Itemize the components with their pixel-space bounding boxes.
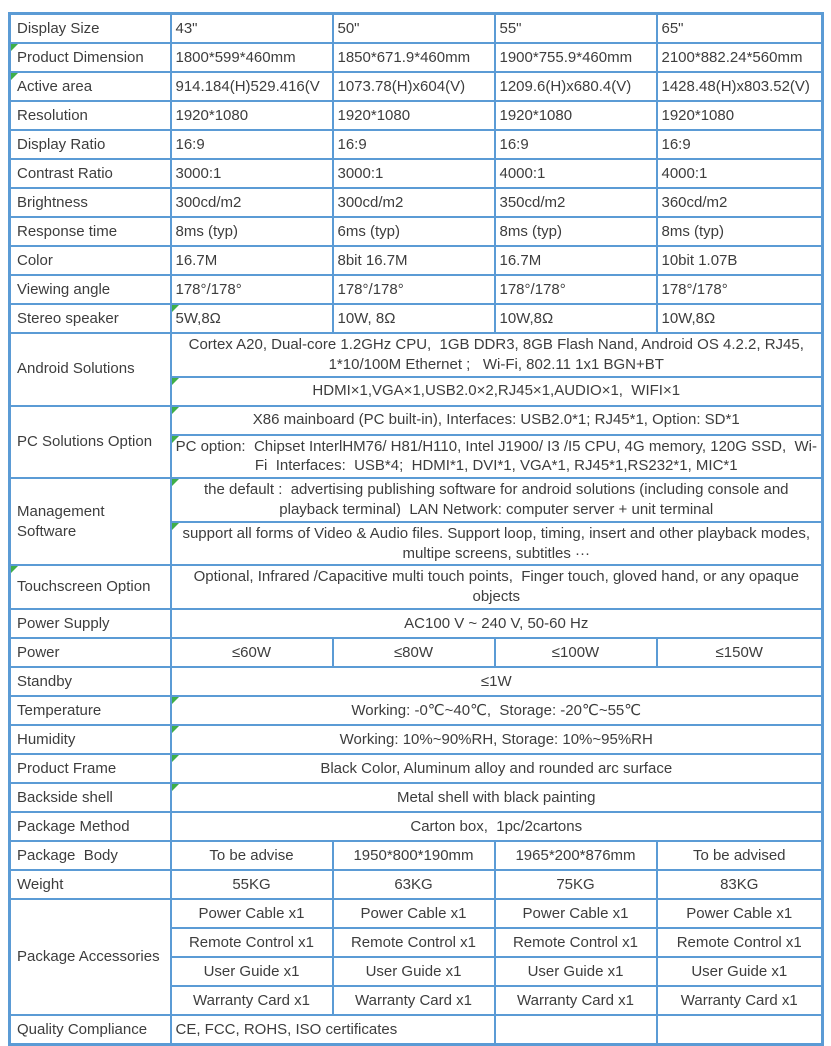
table-row (10, 638, 823, 667)
spec-span-cell: HDMI×1,VGA×1,USB2.0×2,RJ45×1,AUDIO×1, WIFI×1 (171, 377, 823, 406)
spec-cell: 83KG (657, 870, 823, 899)
spec-cell: 50" (333, 14, 495, 44)
spec-cell: Remote Control x1 (333, 928, 495, 957)
table-row (10, 275, 823, 304)
spec-cell: Power Cable x1 (495, 899, 657, 928)
error-marker-icon (172, 479, 179, 486)
spec-span-cell: ≤1W (171, 667, 823, 696)
spec-cell: 16:9 (171, 130, 333, 159)
spec-cell: Warranty Card x1 (657, 986, 823, 1015)
row-label: Power (10, 638, 171, 667)
spec-cell: 1850*671.9*460mm (333, 43, 495, 72)
table-row (10, 304, 823, 333)
spec-cell: 10W,8Ω (657, 304, 823, 333)
table-row (10, 754, 823, 783)
spec-cell: Warranty Card x1 (333, 986, 495, 1015)
table-row (10, 406, 823, 435)
spec-cell: Remote Control x1 (171, 928, 333, 957)
row-label: Quality Compliance (10, 1015, 171, 1045)
spec-cell: 16:9 (333, 130, 495, 159)
row-label: Product Dimension (10, 43, 171, 72)
spec-cell: 3000:1 (333, 159, 495, 188)
table-row (10, 841, 823, 870)
error-marker-icon (172, 523, 179, 530)
spec-cell: 43" (171, 14, 333, 44)
spec-table-body (10, 14, 823, 1045)
spec-cell: Power Cable x1 (171, 899, 333, 928)
spec-cell: 1800*599*460mm (171, 43, 333, 72)
spec-cell: 16:9 (657, 130, 823, 159)
spec-cell: 55KG (171, 870, 333, 899)
row-label: Stereo speaker (10, 304, 171, 333)
spec-span-cell: Metal shell with black painting (171, 783, 823, 812)
error-marker-icon (172, 407, 179, 414)
error-marker-icon (11, 566, 18, 573)
spec-cell: 1073.78(H)x604(V) (333, 72, 495, 101)
spec-cell: Remote Control x1 (657, 928, 823, 957)
row-label: Touchscreen Option (10, 565, 171, 609)
table-row (10, 217, 823, 246)
spec-span-cell: Cortex A20, Dual-core 1.2GHz CPU, 1GB DDR3, 8GB Flash Nand, Android OS 4.2.2, RJ45, 1*10/100M Ethernet ; Wi-Fi, 802.11 1x1 BGN+BT (171, 333, 823, 377)
table-row (10, 188, 823, 217)
error-marker-icon (11, 73, 18, 80)
spec-cell: User Guide x1 (495, 957, 657, 986)
row-label: Resolution (10, 101, 171, 130)
spec-span-cell: Black Color, Aluminum alloy and rounded arc surface (171, 754, 823, 783)
spec-cell: 55" (495, 14, 657, 44)
table-row (10, 333, 823, 377)
spec-cell: 1900*755.9*460mm (495, 43, 657, 72)
table-row (10, 159, 823, 188)
spec-cell: To be advised (657, 841, 823, 870)
table-row (10, 696, 823, 725)
spec-cell: 360cd/m2 (657, 188, 823, 217)
spec-cell: 2100*882.24*560mm (657, 43, 823, 72)
spec-cell: 300cd/m2 (171, 188, 333, 217)
spec-cell: 65" (657, 14, 823, 44)
spec-cell: 10W, 8Ω (333, 304, 495, 333)
spec-cell: Power Cable x1 (333, 899, 495, 928)
spec-span-cell: AC100 V ~ 240 V, 50-60 Hz (171, 609, 823, 638)
row-label: Power Supply (10, 609, 171, 638)
error-marker-icon (172, 697, 179, 704)
spec-span-cell: Working: -0℃~40℃, Storage: -20℃~55℃ (171, 696, 823, 725)
row-label: Viewing angle (10, 275, 171, 304)
spec-cell: 4000:1 (495, 159, 657, 188)
row-label: Product Frame (10, 754, 171, 783)
spec-span-cell: X86 mainboard (PC built-in), Interfaces: USB2.0*1; RJ45*1, Option: SD*1 (171, 406, 823, 435)
error-marker-icon (172, 726, 179, 733)
spec-cell: 3000:1 (171, 159, 333, 188)
row-label: Display Ratio (10, 130, 171, 159)
spec-cell: 75KG (495, 870, 657, 899)
table-row (10, 14, 823, 44)
table-row (10, 72, 823, 101)
spec-cell: 1209.6(H)x680.4(V) (495, 72, 657, 101)
row-label: Android Solutions (10, 333, 171, 406)
error-marker-icon (11, 44, 18, 51)
spec-cell: To be advise (171, 841, 333, 870)
spec-cell: 8ms (typ) (495, 217, 657, 246)
spec-cell: 350cd/m2 (495, 188, 657, 217)
table-row (10, 609, 823, 638)
row-label: Package Body (10, 841, 171, 870)
spec-cell: User Guide x1 (171, 957, 333, 986)
spec-cell: User Guide x1 (333, 957, 495, 986)
spec-cell (657, 1015, 823, 1045)
table-row (10, 478, 823, 522)
table-row (10, 899, 823, 928)
spec-cell: Remote Control x1 (495, 928, 657, 957)
spec-cell: 300cd/m2 (333, 188, 495, 217)
spec-cell: User Guide x1 (657, 957, 823, 986)
spec-cell: Warranty Card x1 (171, 986, 333, 1015)
table-row (10, 43, 823, 72)
spec-cell: 4000:1 (657, 159, 823, 188)
table-row (10, 246, 823, 275)
spec-cell: Power Cable x1 (657, 899, 823, 928)
table-row (10, 1015, 823, 1045)
spec-cell: 5W,8Ω (171, 304, 333, 333)
spec-cell: 178°/178° (657, 275, 823, 304)
row-label: Package Method (10, 812, 171, 841)
error-marker-icon (172, 378, 179, 385)
spec-cell: 63KG (333, 870, 495, 899)
table-row (10, 812, 823, 841)
table-row (10, 783, 823, 812)
spec-cell: 178°/178° (171, 275, 333, 304)
spec-cell: 914.184(H)529.416(V (171, 72, 333, 101)
spec-span-cell: Carton box, 1pc/2cartons (171, 812, 823, 841)
spec-cell: 10bit 1.07B (657, 246, 823, 275)
row-label: Color (10, 246, 171, 275)
spec-span-cell: the default : advertising publishing software for android solutions (including console and playback terminal) LAN Network: computer server + unit terminal (171, 478, 823, 522)
spec-cell: Warranty Card x1 (495, 986, 657, 1015)
row-label: Humidity (10, 725, 171, 754)
spec-cell: 178°/178° (495, 275, 657, 304)
row-label: Temperature (10, 696, 171, 725)
spec-cell: 16.7M (495, 246, 657, 275)
spec-cell: 1950*800*190mm (333, 841, 495, 870)
row-label: Package Accessories (10, 899, 171, 1015)
spec-cell: 1920*1080 (657, 101, 823, 130)
row-label: Display Size (10, 14, 171, 44)
spec-cell: 16.7M (171, 246, 333, 275)
spec-cell: 8ms (typ) (171, 217, 333, 246)
spec-span-cell: support all forms of Video & Audio files. Support loop, timing, insert and other playback modes, multipe screens, subtitles ··· (171, 522, 823, 566)
table-row (10, 130, 823, 159)
table-row (10, 101, 823, 130)
table-row (10, 565, 823, 609)
spec-cell: 6ms (typ) (333, 217, 495, 246)
spec-cell: CE, FCC, ROHS, ISO certificates (171, 1015, 495, 1045)
error-marker-icon (172, 436, 179, 443)
spec-cell: 8ms (typ) (657, 217, 823, 246)
spec-cell: ≤80W (333, 638, 495, 667)
spec-cell: 178°/178° (333, 275, 495, 304)
row-label: Weight (10, 870, 171, 899)
row-label: Contrast Ratio (10, 159, 171, 188)
row-label: Brightness (10, 188, 171, 217)
row-label: Standby (10, 667, 171, 696)
spec-span-cell: Working: 10%~90%RH, Storage: 10%~95%RH (171, 725, 823, 754)
spec-cell: 1428.48(H)x803.52(V) (657, 72, 823, 101)
table-row (10, 725, 823, 754)
spec-cell (495, 1015, 657, 1045)
spec-cell: 1965*200*876mm (495, 841, 657, 870)
row-label: Active area (10, 72, 171, 101)
spec-table (8, 12, 824, 1046)
error-marker-icon (172, 755, 179, 762)
table-row (10, 667, 823, 696)
spec-cell: 16:9 (495, 130, 657, 159)
spec-span-cell: PC option: Chipset InterlHM76/ H81/H110, Intel J1900/ I3 /I5 CPU, 4G memory, 120G SSD, Wi-Fi Interfaces: USB*4; HDMI*1, DVI*1, VGA*1, RJ45*1,RS232*1, MIC*1 (171, 435, 823, 479)
spec-cell: ≤60W (171, 638, 333, 667)
spec-cell: 1920*1080 (495, 101, 657, 130)
row-label: Backside shell (10, 783, 171, 812)
spec-cell: ≤100W (495, 638, 657, 667)
error-marker-icon (172, 784, 179, 791)
spec-span-cell: Optional, Infrared /Capacitive multi touch points, Finger touch, gloved hand, or any opaque objects (171, 565, 823, 609)
spec-cell: 1920*1080 (333, 101, 495, 130)
row-label: Management Software (10, 478, 171, 565)
error-marker-icon (172, 305, 179, 312)
row-label: PC Solutions Option (10, 406, 171, 479)
spec-cell: 8bit 16.7M (333, 246, 495, 275)
spec-cell: 1920*1080 (171, 101, 333, 130)
table-row (10, 870, 823, 899)
spec-cell: ≤150W (657, 638, 823, 667)
spec-cell: 10W,8Ω (495, 304, 657, 333)
row-label: Response time (10, 217, 171, 246)
